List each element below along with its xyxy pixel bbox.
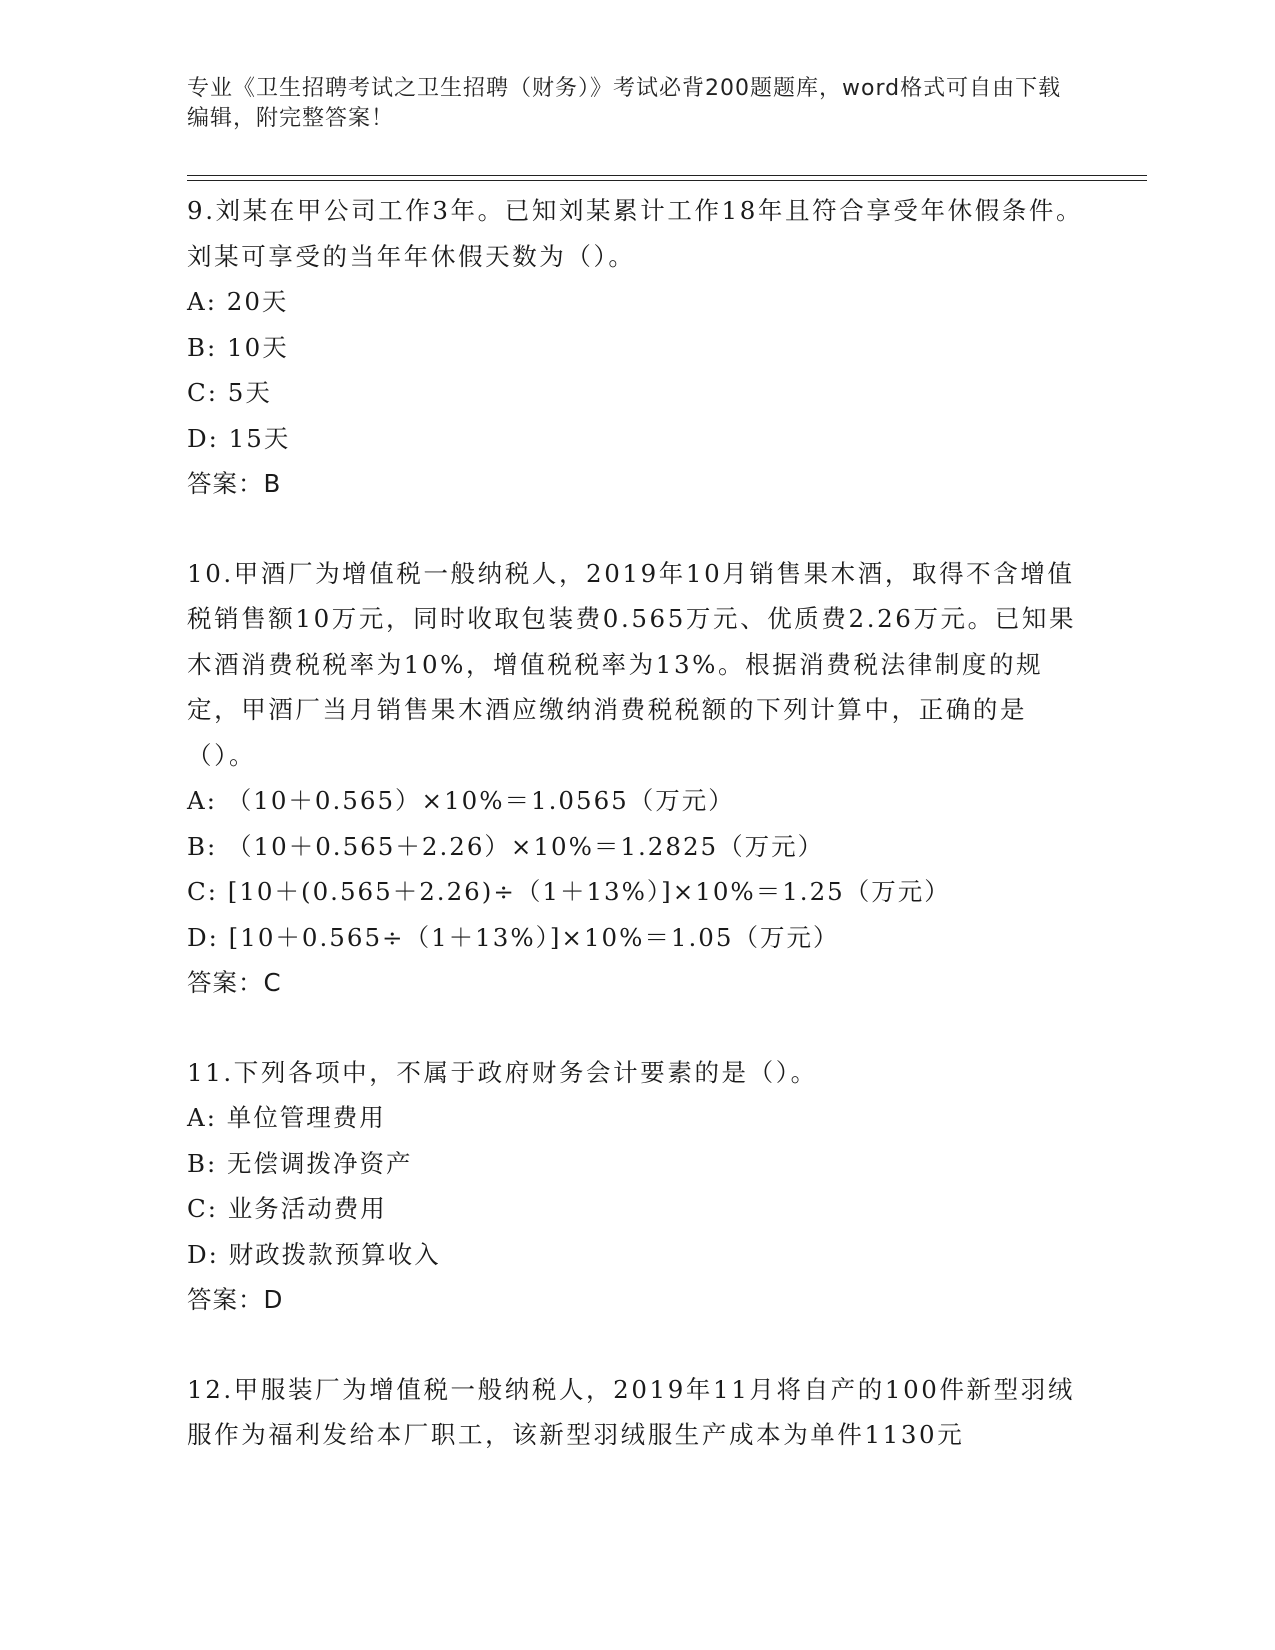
question-text: 10.甲酒厂为增值税一般纳税人，2019年10月销售果木酒，取得不含增值税销售额10万元，同时收取包装费0.565万元、优质费2.26万元。已知果木酒消费税税率为10%，增值税税率为13%。根据消费税法律制度的规定，甲酒厂当月销售果木酒应缴纳消费税税额的下列计算中，正确的是（）。 bbox=[187, 558, 1077, 770]
question-9 bbox=[187, 188, 1087, 507]
question-text: 9.刘某在甲公司工作3年。已知刘某累计工作18年且符合享受年休假条件。刘某可享受的当年年休假天数为（）。 bbox=[187, 196, 1084, 271]
option-b: B: （10＋0.565＋2.26）×10%＝1.2825（万元） bbox=[187, 831, 825, 861]
option-a: A: 单位管理费用 bbox=[187, 1103, 386, 1132]
question-11 bbox=[187, 1050, 1087, 1323]
option-d: D: 15天 bbox=[187, 423, 291, 453]
answer: 答案：C bbox=[187, 968, 282, 997]
option-b: B: 10天 bbox=[187, 332, 289, 362]
option-a: A: （10＋0.565）×10%＝1.0565（万元） bbox=[187, 786, 735, 815]
option-d: D: [10＋0.565÷（1＋13%）]×10%＝1.05（万元） bbox=[187, 922, 840, 952]
option-d: D: 财政拨款预算收入 bbox=[187, 1239, 441, 1269]
question-12 bbox=[187, 1367, 1087, 1458]
question-list bbox=[187, 188, 1087, 1458]
option-c: C: 业务活动费用 bbox=[187, 1194, 387, 1223]
option-b: B: 无偿调拨净资产 bbox=[187, 1148, 413, 1178]
header-divider-bottom bbox=[187, 180, 1147, 181]
question-text: 12.甲服装厂为增值税一般纳税人，2019年11月将自产的100件新型羽绒服作为福利发给本厂职工，该新型羽绒服生产成本为单件1130元 bbox=[187, 1374, 1075, 1449]
header-divider-top bbox=[187, 175, 1147, 176]
option-c: C: [10＋(0.565＋2.26)÷（1＋13%）]×10%＝1.25（万元） bbox=[187, 877, 951, 906]
question-text: 11.下列各项中，不属于政府财务会计要素的是（）。 bbox=[187, 1057, 818, 1087]
question-10 bbox=[187, 551, 1087, 1006]
answer: 答案：B bbox=[187, 469, 282, 498]
option-a: A: 20天 bbox=[187, 287, 289, 316]
document-header: 专业《卫生招聘考试之卫生招聘（财务）》考试必背200题题库，word格式可自由下载编辑，附完整答案！ bbox=[187, 76, 1062, 131]
answer: 答案：D bbox=[187, 1285, 284, 1314]
option-c: C: 5天 bbox=[187, 378, 272, 407]
